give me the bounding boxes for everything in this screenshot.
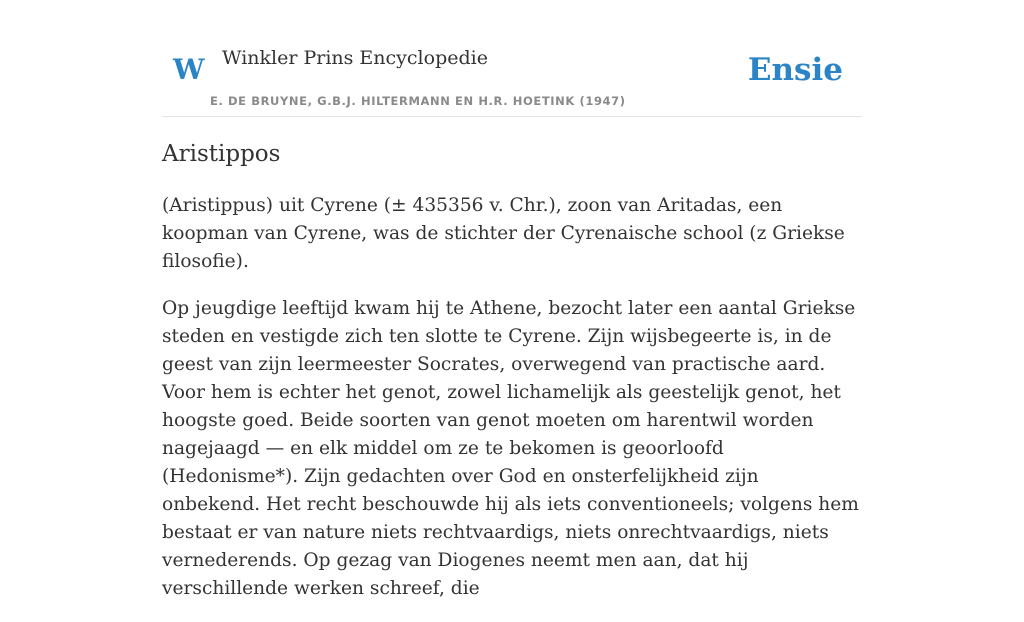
article-title: Aristippos [162,141,281,167]
book-title-link[interactable]: Winkler Prins Encyclopedie [222,47,488,69]
ensie-logo-link[interactable]: Ensie [747,52,843,88]
page [162,0,862,599]
article-paragraph: (Aristippus) uit Cyrene (± 435356 v. Chr.), zoon van Aritadas, een koopman van Cyrene, was de stichter der Cyrenaische school (z Griekse filosofie). [162,195,845,272]
book-logo[interactable]: W [173,53,205,86]
book-authors: E. DE BRUYNE, G.B.J. HILTERMANN EN H.R. HOETINK (1947) [210,94,626,108]
header [162,0,862,117]
article-paragraph: Op jeugdige leeftijd kwam hij te Athene, bezocht later een aantal Griekse steden en vestigde zich ten slotte te Cyrene. Zijn wijsbegeerte is, in de geest van zijn leermeester Socrates, overwegend van practische aard. Voor hem is echter het genot, zowel lichamelijk als geestelijk genot, het hoogste goed. Beide soorten van genot moeten om harentwil worden nagejaagd — en elk middel om ze te bekomen is geoorloofd (Hedonisme*). Zijn gedachten over God en onsterfelijkheid zijn onbekend. Het recht beschouwde hij als iets conventioneels; volgens hem bestaat er van nature niets rechtvaardigs, niets onrechtvaardigs, niets vernederends. Op gezag van Diogenes neemt men aan, dat hij verschillende werken schreef, die [162,298,859,599]
article-body [162,192,862,622]
